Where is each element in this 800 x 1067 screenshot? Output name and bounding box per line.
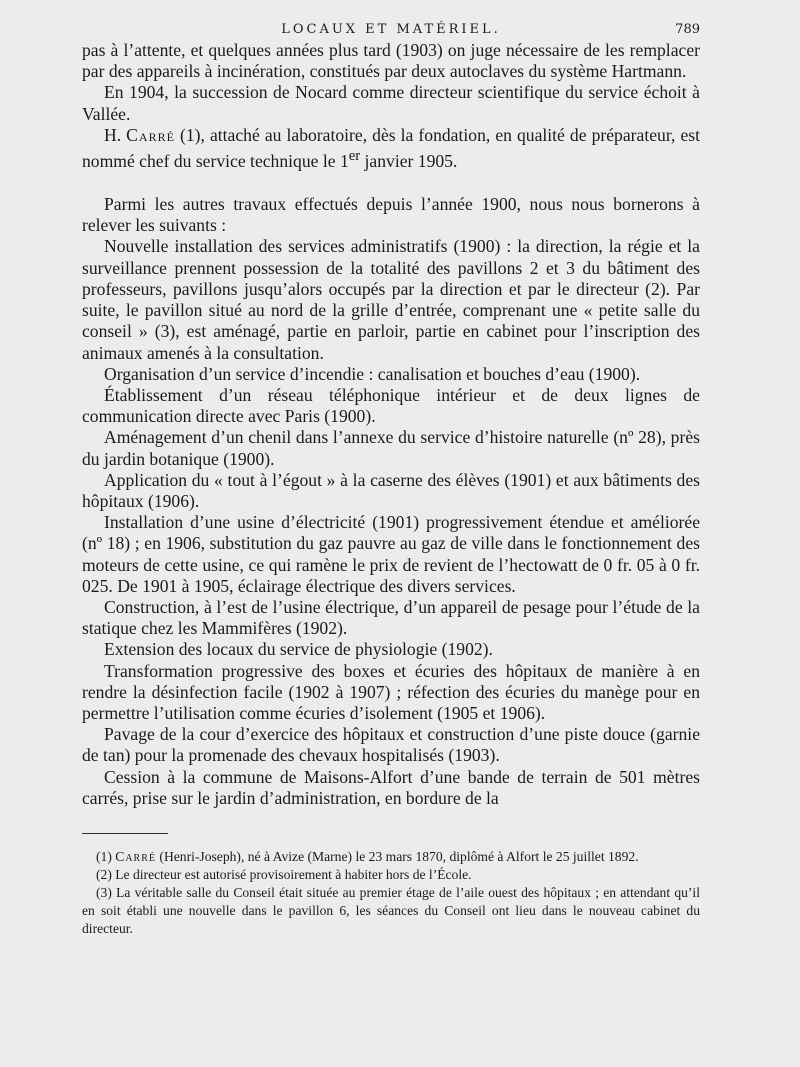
carre-initial: H. xyxy=(104,124,122,145)
paragraph-cession: Cession à la commune de Maisons-Alfort d’une bande de terrain de 501 mètres carrés, prise sur le jardin d’administration, en bordure de la xyxy=(82,766,700,808)
carre-name: Carré xyxy=(126,124,175,145)
paragraph-kennel: Aménagement d’un chenil dans l’annexe du service d’histoire naturelle (nº 28), près du jardin botanique (1900). xyxy=(82,427,700,469)
paragraph-paving: Pavage de la cour d’exercice des hôpitaux et construction d’une piste douce (garnie de tan) pour la promenade des chevaux hospitalisés (1903). xyxy=(82,724,700,766)
footnote-3: (3) La véritable salle du Conseil était située au premier étage de l’aile ouest des hôpitaux ; en attendant qu’il en soit établi une nouvelle dans le pavillon 6, les séances du Conseil ont lieu dans le nouveau cabinet du directeur. xyxy=(82,884,700,936)
footnote-1-text: (Henri-Joseph), né à Avize (Marne) le 23 mars 1870, diplômé à Alfort le 25 juillet 1892. xyxy=(159,848,639,864)
carre-date-sup: er xyxy=(348,148,361,165)
paragraph-fire-service: Organisation d’un service d’incendie : canalisation et bouches d’eau (1900). xyxy=(104,363,641,384)
footnote-1-mark: (1) xyxy=(96,848,112,864)
paragraph-weighing: Construction, à l’est de l’usine électrique, d’un appareil de pesage pour l’étude de la statique chez les Mammifères (1902). xyxy=(82,596,700,639)
footnote-2: (2) Le directeur est autorisé provisoirement à habiter hors de l’École. xyxy=(96,866,472,882)
page-number: 789 xyxy=(675,22,700,37)
paragraph-continuation: pas à l’attente, et quelques années plus tard (1903) on juge nécessaire de les remplacer par des appareils à incinération, constitués par deux autoclaves du système Hartmann. xyxy=(82,40,700,82)
footnotes xyxy=(82,848,700,938)
paragraph-telephone: Établissement d’un réseau téléphonique intérieur et de deux lignes de communication directe avec Paris (1900). xyxy=(82,384,700,427)
paragraph-physiology: Extension des locaux du service de physiologie (1902). xyxy=(104,639,493,660)
running-head xyxy=(82,0,700,40)
carre-text: (1), attaché au laboratoire, dès la fondation, en qualité de préparateur, est nommé chef du service technique le xyxy=(82,124,700,171)
paragraph-electricity: Installation d’une usine d’électricité (1901) progressivement étendue et améliorée (nº 18) ; en 1906, substitution du gaz pauvre au gaz de ville dans le fonctionnement des moteurs de cette usine, ce qui ramène le prix de revient de l’hectowatt de 0 fr. 05 à 0 fr. 025. De 1901 à 1905, éclairage électrique des divers services. xyxy=(82,512,700,596)
paragraph-intro-works: Parmi les autres travaux effectués depuis l’année 1900, nous nous bornerons à relever les suivants : xyxy=(82,194,700,236)
paragraph-administration: Nouvelle installation des services administratifs (1900) : la direction, la régie et la surveillance prennent possession de la totalité des pavillons 2 et 3 du bâtiment des professeurs, pavillons jusqu’alors occupés par la direction et par le directeur (2). Par suite, le pavillon situé au nord de la grille d’entrée, comprenant une « petite salle du conseil » (3), est aménagé, partie en parloir, partie en cabinet pour l’inscription des animaux amenés à la consultation. xyxy=(82,236,700,363)
paragraph-succession: En 1904, la succession de Nocard comme directeur scientifique du service échoit à Vallée. xyxy=(82,82,700,124)
carre-date-day: 1 xyxy=(339,150,349,171)
footnote-divider xyxy=(82,833,168,834)
body-text xyxy=(82,40,700,809)
paragraph-stables: Transformation progressive des boxes et écuries des hôpitaux de manière à en rendre la désinfection facile (1902 à 1907) ; réfection des écuries du manège pour en permettre l’utilisation comme écuries d’isolement (1905 et 1906). xyxy=(82,660,700,723)
running-title: LOCAUX ET MATÉRIEL. xyxy=(281,22,501,37)
paragraph-carre xyxy=(82,125,700,172)
footnote-1 xyxy=(82,848,700,866)
paragraph-sewer: Application du « tout à l’égout » à la caserne des élèves (1901) et aux bâtiments des hôpitaux (1906). xyxy=(82,469,700,511)
footnote-1-name: Carré xyxy=(115,848,157,864)
carre-date-rest: janvier 1905. xyxy=(364,150,458,171)
